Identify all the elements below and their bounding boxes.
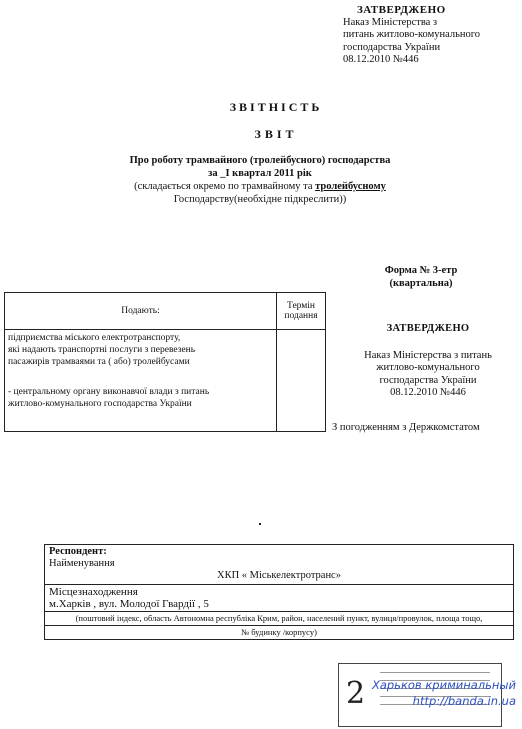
- report-line-4: Господарству(необхідне підкреслити)): [173, 194, 347, 205]
- table-row: [5, 330, 326, 432]
- table-header-row: [5, 293, 326, 330]
- form-number: Форма № 3-етр: [384, 265, 458, 276]
- approval-line: господарства України: [379, 374, 477, 386]
- approval-line: господарства України: [343, 41, 441, 53]
- name-value: ХКП « Міськелектротранс»: [217, 570, 341, 581]
- approval-line: питань житлово-комунального: [343, 29, 481, 40]
- watermark: [358, 677, 522, 709]
- name-label: Найменування: [49, 558, 115, 569]
- watermark-url: http://banda.in.ua: [412, 694, 516, 708]
- report-line-3-prefix: (складається окремо по трамвайному та: [134, 181, 316, 192]
- respondent-label: Респондент:: [49, 546, 107, 557]
- header-term-line1: Термін: [287, 301, 315, 311]
- building-note-row: [45, 626, 513, 639]
- who-line: - центральному органу виконавчої влади з питань: [8, 387, 210, 397]
- header-term: [277, 293, 326, 330]
- who-line: пасажирів трамваями та ( або) тролейбусами: [8, 357, 190, 367]
- approval-heading: ЗАТВЕРДЖЕНО: [386, 323, 470, 334]
- postal-note-row: [45, 612, 513, 626]
- report-line-3: [60, 180, 460, 193]
- stamp-line: [380, 672, 490, 673]
- approval-heading: ЗАТВЕРДЖЕНО: [357, 4, 446, 16]
- watermark-title: Харьков криминальный: [371, 678, 516, 692]
- approval-line: 08.12.2010 №446: [390, 387, 466, 398]
- respondent-name-row: [45, 545, 513, 585]
- respondent-block: [44, 544, 514, 640]
- who-line: житлово-комунального господарства України: [8, 399, 192, 409]
- location-label: Місцезнаходження: [49, 586, 138, 598]
- approval-block-mid: [338, 323, 518, 400]
- document-title: ЗВІТНІСТЬ: [229, 100, 323, 114]
- term-cell: [277, 330, 326, 432]
- approval-block-top: [343, 4, 518, 67]
- submission-table: [4, 292, 326, 432]
- form-period: (квартальна): [389, 278, 453, 289]
- address-value: м.Харків , вул. Молодої Гвардії , 5: [49, 598, 209, 610]
- who-line: які надають транспортні послуги з перевезень: [8, 345, 196, 355]
- report-line-2: за _I квартал 2011 рік: [208, 168, 312, 179]
- who-line: підприємства міського електротранспорту,: [8, 333, 181, 343]
- agreed-note: З погодженням з Держкомстатом: [332, 422, 480, 433]
- respondent-location-row: [45, 585, 513, 612]
- header-term-line2: подання: [284, 311, 318, 321]
- speck: [259, 523, 261, 525]
- header-who: Подають:: [5, 293, 277, 330]
- stamp-number: 2: [346, 676, 366, 711]
- document-subtitle: ЗВІТ: [254, 127, 298, 141]
- building-note: № будинку /корпусу): [241, 627, 317, 637]
- report-line-1: Про роботу трамвайного (тролейбусного) господарства: [129, 155, 391, 166]
- form-number-block: [356, 264, 486, 290]
- approval-line: житлово-комунального: [376, 362, 480, 373]
- postal-note: (поштовий індекс, область Автономна республіка Крим, район, населений пункт, вулиця/провулок, площа тощо,: [75, 613, 483, 623]
- approval-line: Наказ Міністерства з: [343, 16, 438, 28]
- approval-line: Наказ Міністерства з питань: [364, 349, 492, 361]
- report-line-3-underlined: тролейбусному: [315, 181, 386, 192]
- report-description: [60, 154, 460, 206]
- approval-line: 08.12.2010 №446: [343, 54, 419, 65]
- who-cell: [5, 330, 277, 432]
